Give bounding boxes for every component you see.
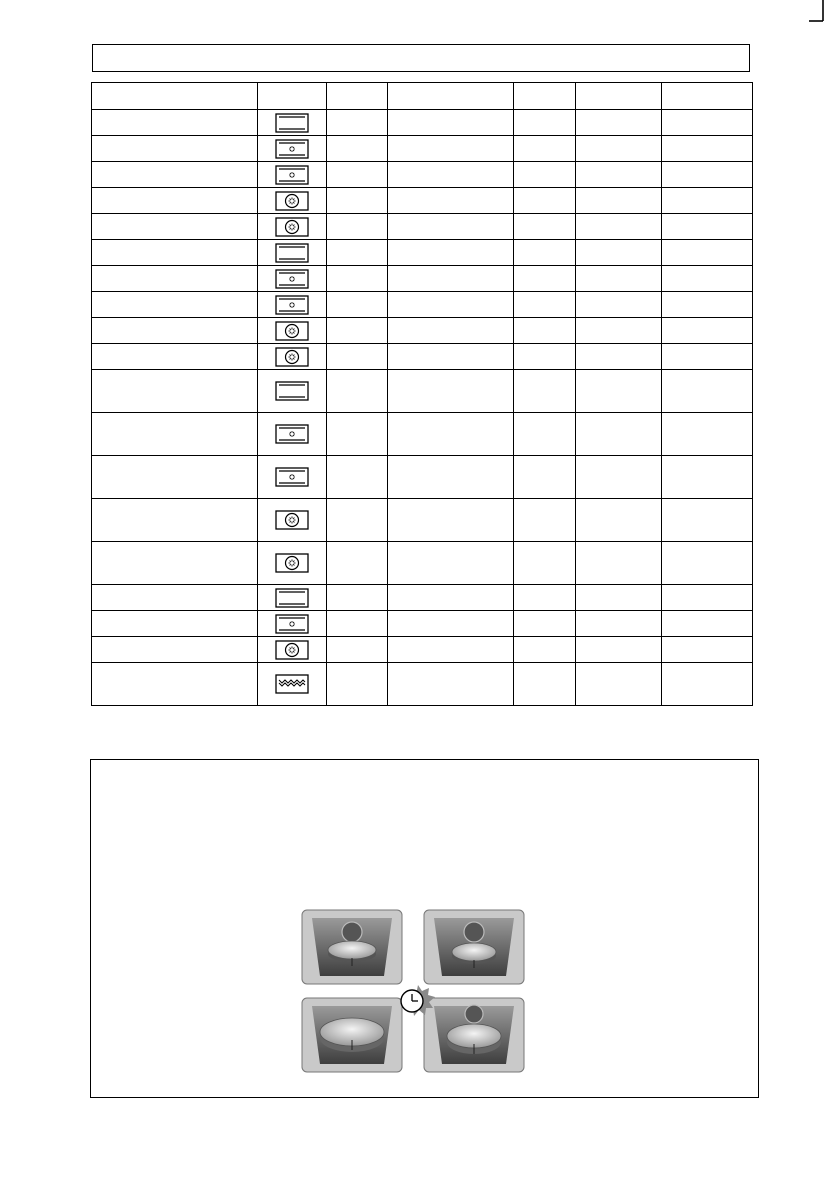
function-icon-cell [258,344,327,370]
food-name-cell [92,292,258,318]
function-icon-cell [258,413,327,456]
table-cell [514,318,576,344]
table-row [92,266,753,292]
table-row [92,214,753,240]
grill-icon [258,674,326,694]
table-row [92,318,753,344]
table-cell [514,611,576,637]
table-row [92,542,753,585]
table-cell [576,663,662,706]
top-bottom-heat-icon [258,243,326,263]
table-cell [662,585,753,611]
table-cell [576,162,662,188]
table-row [92,162,753,188]
fan-top-bottom-heat-icon [258,295,326,315]
table-cell [327,499,388,542]
table-cell [662,214,753,240]
food-name-cell [92,542,258,585]
circular-fan-heat-icon [258,510,326,530]
function-icon-cell [258,188,327,214]
function-icon-cell [258,292,327,318]
table-cell [388,456,514,499]
table-cell [327,318,388,344]
table-cell [576,370,662,413]
table-cell [662,162,753,188]
table-cell [514,542,576,585]
header-cell [514,83,576,110]
top-bottom-heat-icon [258,113,326,133]
table-cell [662,240,753,266]
table-cell [327,110,388,136]
table-header-row [92,83,753,110]
food-name-cell [92,413,258,456]
oven-illustration [300,908,526,1074]
function-icon-cell [258,370,327,413]
table-cell [662,637,753,663]
table-cell [327,162,388,188]
function-icon-cell [258,214,327,240]
table-cell [327,136,388,162]
food-name-cell [92,188,258,214]
oven-interior-panel-1 [302,910,402,984]
table-cell [514,499,576,542]
table-cell [662,318,753,344]
table-row [92,292,753,318]
table-cell [388,542,514,585]
table-cell [576,499,662,542]
table-cell [514,162,576,188]
table-cell [514,637,576,663]
table-cell [576,188,662,214]
table-cell [576,240,662,266]
table-cell [388,188,514,214]
function-icon-cell [258,318,327,344]
table-cell [388,162,514,188]
table-cell [388,413,514,456]
fan-top-bottom-heat-icon [258,424,326,444]
table-cell [327,663,388,706]
table-cell [662,136,753,162]
fan-top-bottom-heat-icon [258,614,326,634]
header-cell [92,83,258,110]
table-cell [327,214,388,240]
table-cell [327,611,388,637]
food-name-cell [92,136,258,162]
table-cell [514,188,576,214]
food-name-cell [92,240,258,266]
table-cell [327,240,388,266]
table-cell [662,413,753,456]
table-cell [576,110,662,136]
table-cell [662,611,753,637]
table-cell [388,266,514,292]
table-cell [388,292,514,318]
table-row [92,663,753,706]
table-cell [327,637,388,663]
table-cell [576,585,662,611]
table-cell [576,318,662,344]
table-cell [576,542,662,585]
table-row [92,413,753,456]
table-cell [388,499,514,542]
table-cell [662,266,753,292]
table-row [92,188,753,214]
circular-fan-heat-icon [258,321,326,341]
page-corner-mark [808,0,824,22]
circular-fan-heat-icon [258,553,326,573]
table-cell [388,136,514,162]
table-cell [514,413,576,456]
table-cell [327,542,388,585]
function-icon-cell [258,240,327,266]
table-cell [514,292,576,318]
table-row [92,110,753,136]
table-cell [514,110,576,136]
top-bottom-heat-icon [258,588,326,608]
table-cell [388,240,514,266]
food-name-cell [92,585,258,611]
circular-fan-heat-icon [258,217,326,237]
table-cell [514,344,576,370]
table-cell [514,456,576,499]
food-name-cell [92,456,258,499]
table-cell [388,585,514,611]
food-name-cell [92,499,258,542]
table-cell [662,370,753,413]
food-name-cell [92,637,258,663]
header-cell [258,83,327,110]
table-cell [388,637,514,663]
table-cell [514,136,576,162]
table-cell [662,188,753,214]
table-cell [662,663,753,706]
function-icon-cell [258,136,327,162]
table-cell [327,344,388,370]
fan-top-bottom-heat-icon [258,139,326,159]
table-cell [514,585,576,611]
table-row [92,370,753,413]
food-name-cell [92,266,258,292]
table-cell [327,266,388,292]
oven-interior-panel-3 [302,998,402,1072]
table-cell [388,663,514,706]
table-cell [388,611,514,637]
table-row [92,344,753,370]
table-cell [662,499,753,542]
food-name-cell [92,318,258,344]
table-cell [388,110,514,136]
function-icon-cell [258,499,327,542]
food-name-cell [92,344,258,370]
table-cell [327,456,388,499]
table-cell [662,542,753,585]
oven-interior-panel-2 [424,910,524,984]
table-cell [576,637,662,663]
table-row [92,585,753,611]
table-cell [327,188,388,214]
top-bottom-heat-icon [258,381,326,401]
table-cell [514,240,576,266]
table-row [92,136,753,162]
food-name-cell [92,110,258,136]
food-name-cell [92,214,258,240]
table-cell [388,214,514,240]
header-cell [576,83,662,110]
function-icon-cell [258,585,327,611]
table-cell [662,456,753,499]
table-row [92,611,753,637]
fan-top-bottom-heat-icon [258,269,326,289]
header-cell [662,83,753,110]
table-cell [327,292,388,318]
table-cell [662,344,753,370]
circular-fan-heat-icon [258,191,326,211]
function-icon-cell [258,611,327,637]
function-icon-cell [258,456,327,499]
table-cell [576,266,662,292]
function-icon-cell [258,110,327,136]
table-cell [576,214,662,240]
fan-top-bottom-heat-icon [258,467,326,487]
function-icon-cell [258,162,327,188]
food-name-cell [92,663,258,706]
food-name-cell [92,370,258,413]
table-cell [327,413,388,456]
function-icon-cell [258,637,327,663]
table-cell [327,370,388,413]
table-cell [576,136,662,162]
table-cell [514,214,576,240]
table-cell [662,292,753,318]
table-cell [514,370,576,413]
table-title-box [92,44,750,72]
table-row [92,240,753,266]
cooking-table-body [92,83,753,706]
fan-top-bottom-heat-icon [258,165,326,185]
table-cell [327,585,388,611]
function-icon-cell [258,542,327,585]
function-icon-cell [258,266,327,292]
circular-fan-heat-icon [258,640,326,660]
header-cell [388,83,514,110]
table-cell [388,370,514,413]
food-name-cell [92,611,258,637]
oven-interior-panel-4 [424,998,524,1072]
food-name-cell [92,162,258,188]
table-cell [514,266,576,292]
table-cell [388,318,514,344]
cooking-table [91,82,753,706]
circular-fan-heat-icon [258,347,326,367]
header-cell [327,83,388,110]
table-cell [576,413,662,456]
table-cell [514,663,576,706]
function-icon-cell [258,663,327,706]
table-cell [576,344,662,370]
table-cell [662,110,753,136]
table-cell [576,456,662,499]
table-row [92,499,753,542]
table-row [92,456,753,499]
table-row [92,637,753,663]
table-cell [576,292,662,318]
table-cell [388,344,514,370]
table-cell [576,611,662,637]
